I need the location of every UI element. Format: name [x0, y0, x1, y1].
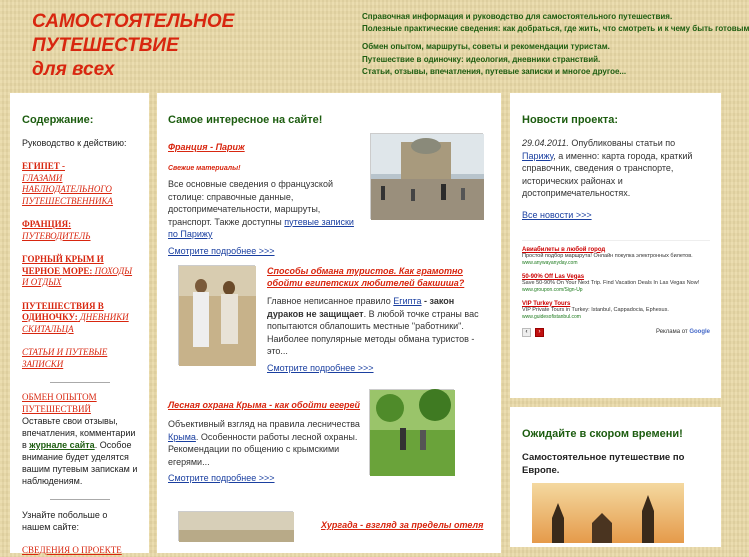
nav-link-egypt[interactable]: ЕГИПЕТ - ГЛАЗАМИ НАБЛЮДАТЕЛЬНОГО ПУТЕШЕСТВЕННИКА	[22, 161, 113, 206]
article-text: Объективный взгляд на правила лесничества Крыма. Особенности работы лесной охраны. Рекомендации по общению с крымскими егерями...	[168, 419, 360, 467]
ad-nav	[522, 328, 710, 337]
all-news-link[interactable]: Все новости >>>	[522, 209, 592, 220]
article-hurghada	[168, 515, 490, 533]
ad-block	[522, 240, 710, 337]
contents-intro: Руководство к действию:	[22, 138, 127, 148]
paris-news-link[interactable]: Парижу	[522, 150, 554, 161]
ad-item[interactable]: 50-90% Off Las Vegas Save 50-90% On Your Next Trip. Find Vacation Deals In Las Vegas Now! www.groupon.com/Sign-Up	[522, 273, 700, 293]
article-title[interactable]: Способы обмана туристов. Как грамотно обойти египетских любителей бакшиша?	[267, 266, 465, 288]
divider	[50, 382, 110, 383]
site-title-line-2: ПУТЕШЕСТВИЕ	[32, 35, 179, 56]
article-crimea-forest	[168, 395, 490, 515]
egypt-photo[interactable]	[178, 265, 255, 365]
crimea-photo[interactable]	[369, 389, 454, 475]
more-link[interactable]: Смотрите подробнее >>>	[267, 362, 374, 373]
fresh-badge: Свежие материалы!	[168, 165, 241, 172]
coming-soon-text: Самостоятельное путешествие по Европе.	[522, 452, 685, 476]
contents-heading: Содержание:	[22, 114, 94, 126]
featured-content	[157, 93, 501, 553]
ad-next-icon[interactable]: ›	[535, 328, 544, 337]
nav-link-articles[interactable]: СТАТЬИ И ПУТЕВЫЕ ЗАПИСКИ	[22, 347, 108, 369]
featured-heading: Самое интересное на сайте!	[168, 114, 323, 126]
ad-item[interactable]: VIP Turkey Tours VIP Private Tours in Turkey: Istanbul, Cappadocia, Ephesus. www.guidesofistanbul.com	[522, 300, 669, 320]
site-description	[362, 11, 749, 78]
article-paris	[168, 137, 490, 265]
exchange-text: Оставьте свои отзывы, впечатления, комментарии в журнале сайта. Особое внимание будет уделятся вашим путевым запискам и наблюдениям.	[22, 416, 138, 486]
site-title-line-3: для всех	[32, 59, 115, 80]
ad-item[interactable]: Авиабилеты в любой город Простой подбор маршрута! Онлайн покупка электронных билетов. www.anywayanyday.com	[522, 246, 693, 266]
nav-link-france[interactable]: ФРАНЦИЯ: ПУТЕВОДИТЕЛЬ	[22, 219, 91, 241]
ads-by-google[interactable]: Реклама от Google	[655, 329, 710, 335]
journal-link[interactable]: журнале сайта	[29, 440, 95, 450]
article-text: Все основные сведения о французской столице: справочные данные, достопримечательности, маршруты, транспорт. Также доступны путевые записки по Парижу	[168, 179, 354, 239]
info-line: Статьи, отзывы, впечатления, путевые записки и многое другое...	[362, 66, 627, 76]
info-line: Справочная информация и руководство для самостоятельного путешествия.	[362, 12, 673, 21]
europe-sunset-photo	[532, 483, 684, 543]
nav-link-about[interactable]: СВЕДЕНИЯ О ПРОЕКТЕ	[22, 545, 122, 555]
paris-notes-link[interactable]: путевые записки по Парижу	[168, 216, 354, 239]
info-line: Полезные практические сведения: как добраться, где жить, что смотреть и к чему быть готовым	[362, 24, 749, 34]
nav-link-exchange[interactable]: ОБМЕН ОПЫТОМ ПУТЕШЕСТВИЙ	[22, 392, 97, 414]
crimea-link[interactable]: Крыма	[168, 431, 196, 442]
info-line: Обмен опытом, маршруты, советы и рекомендации туристам.	[362, 42, 610, 52]
divider	[50, 499, 110, 500]
hurghada-photo[interactable]	[178, 511, 293, 541]
news-panel	[510, 93, 721, 398]
info-line: Путешествие в одиночку: идеология, дневники странствий.	[362, 54, 601, 64]
ad-prev-icon[interactable]: ‹	[522, 328, 531, 337]
nav-link-solo[interactable]: ПУТЕШЕСТВИЯ В ОДИНОЧКУ: ДНЕВНИКИ СКИТАЛЬЦА	[22, 300, 129, 334]
more-link[interactable]: Смотрите подробнее >>>	[168, 473, 275, 483]
egypt-link[interactable]: Египта	[393, 296, 422, 306]
news-heading: Новости проекта:	[522, 114, 619, 126]
about-intro: Узнайте побольше о нашем сайте:	[22, 510, 108, 532]
article-title[interactable]: Лесная охрана Крыма - как обойти егерей	[168, 400, 361, 410]
more-link[interactable]: Смотрите подробнее >>>	[168, 245, 275, 256]
contents-sidebar	[10, 93, 149, 553]
article-title[interactable]: Франция - Париж	[168, 142, 245, 152]
coming-soon-panel	[510, 407, 721, 547]
site-title	[32, 10, 292, 82]
coming-soon-heading: Ожидайте в скором времени!	[522, 428, 683, 440]
article-title[interactable]: Хургада - взгляд за пределы отеля	[321, 520, 484, 530]
nav-link-crimea[interactable]: ГОРНЫЙ КРЫМ И ЧЕРНОЕ МОРЕ: ПОХОДЫ И ОТДЫХ	[22, 254, 133, 287]
article-text: Главное неписанное правило Египта - закон дураков не защищает. В любой точке страны вас попытаются облапошить местные "работники". Наиболее популярные методы обмана туристов - это...	[267, 296, 479, 356]
news-item: 29.04.2011. Опубликованы статьи по Парижу, а именно: карта города, краткий справочник, сведения о транспорте, исторических районах и достопримечательностях.	[522, 138, 693, 198]
article-egypt-scams	[168, 265, 490, 395]
site-title-line-1: САМОСТОЯТЕЛЬНОЕ	[32, 11, 235, 32]
paris-photo[interactable]	[370, 133, 483, 219]
